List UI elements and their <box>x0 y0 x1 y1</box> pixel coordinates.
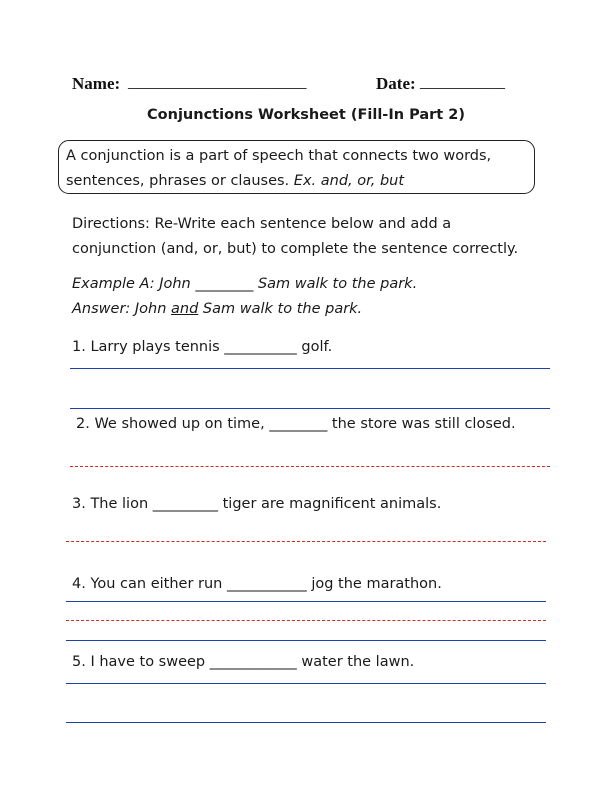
definition-example: Ex. and, or, but <box>293 173 405 189</box>
worksheet-title: Conjunctions Worksheet (Fill-In Part 2) <box>147 107 465 123</box>
question-1: 1. Larry plays tennis __________ golf. <box>72 339 333 355</box>
question-2: 2. We showed up on time, ________ the store was still closed. <box>76 416 516 432</box>
definition-text: sentences, phrases or clauses. <box>66 173 294 189</box>
question-5: 5. I have to sweep ____________ water the lawn. <box>72 654 415 670</box>
example-answer <box>72 301 362 317</box>
answer-line[interactable] <box>70 408 550 409</box>
date-field[interactable]: __________ <box>420 72 505 91</box>
answer-line[interactable] <box>66 640 546 641</box>
name-label: Name: <box>72 74 121 93</box>
name-field[interactable]: _____________________ <box>128 72 307 91</box>
answer-line-dashed[interactable] <box>66 620 546 621</box>
answer-line-dashed[interactable] <box>70 466 550 467</box>
question-3: 3. The lion _________ tiger are magnificent animals. <box>72 496 442 512</box>
example-question: Example A: John ________ Sam walk to the park. <box>72 276 418 292</box>
definition-line-2 <box>66 173 404 189</box>
date-label: Date: <box>376 74 416 93</box>
directions-line-2: conjunction (and, or, but) to complete the sentence correctly. <box>72 241 519 257</box>
directions-line-1: Directions: Re-Write each sentence below and add a <box>72 216 452 232</box>
answer-line[interactable] <box>66 601 546 602</box>
definition-line-1: A conjunction is a part of speech that connects two words, <box>66 148 492 164</box>
example-answer-start: Answer: John <box>72 301 172 317</box>
example-answer-conjunction: and <box>171 301 199 317</box>
question-4: 4. You can either run ___________ jog the marathon. <box>72 576 442 592</box>
answer-line-dashed[interactable] <box>66 541 546 542</box>
answer-line[interactable] <box>66 683 546 684</box>
answer-line[interactable] <box>70 368 550 369</box>
example-answer-end: Sam walk to the park. <box>198 301 363 317</box>
answer-line[interactable] <box>66 722 546 723</box>
